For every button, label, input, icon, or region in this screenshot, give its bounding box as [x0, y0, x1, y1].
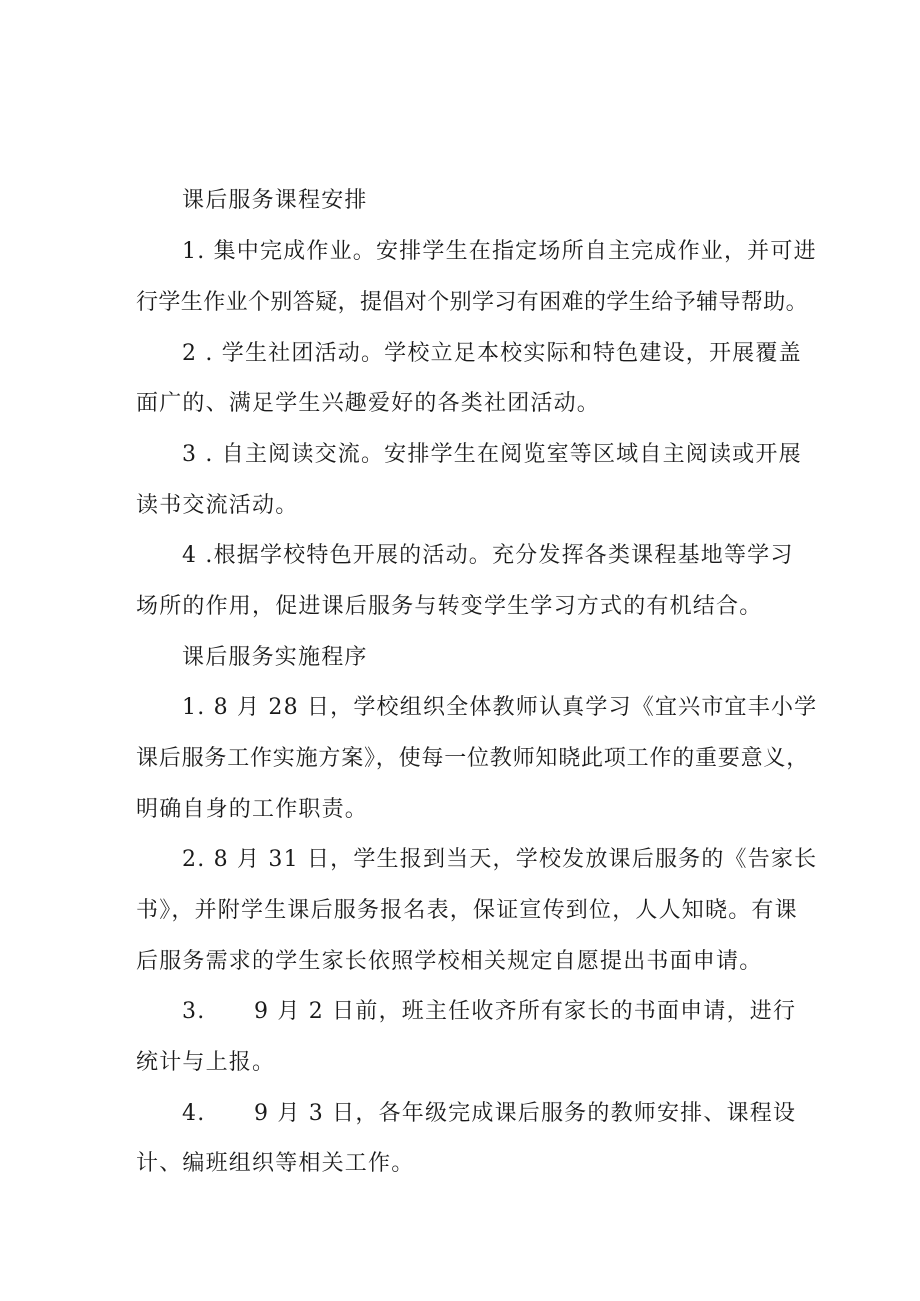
item-number: 3. — [182, 999, 206, 1024]
paragraph-line: 统计与上报。 — [136, 1050, 276, 1075]
paragraph-line: 1. 集中完成作业。安排学生在指定场所自主完成作业，并可进 — [182, 239, 817, 264]
paragraph-line: 4 .根据学校特色开展的活动。充分发挥各类课程基地等学习 — [182, 543, 794, 568]
paragraph-line — [182, 997, 796, 1027]
item-text: 9 月 2 日前，班主任收齐所有家长的书面申请，进行 — [254, 999, 797, 1024]
paragraph-line: 场所的作用，促进课后服务与转变学生学习方式的有机结合。 — [136, 594, 763, 619]
item-number: 4. — [182, 1101, 206, 1126]
paragraph-line: 读书交流活动。 — [136, 493, 299, 518]
paragraph-line: 后服务需求的学生家长依照学校相关规定自愿提出书面申请。 — [136, 949, 763, 974]
paragraph-line: 2. 8 月 31 日，学生报到当天，学校发放课后服务的《告家长 — [182, 847, 818, 872]
paragraph-line: 书》，并附学生课后服务报名表，保证宣传到位，人人知晓。有课 — [136, 898, 798, 923]
section-heading-implementation-procedure: 课后服务实施程序 — [182, 645, 368, 670]
paragraph-line: 1. 8 月 28 日，学校组织全体教师认真学习《宜兴市宜丰小学 — [182, 695, 818, 720]
item-text: 9 月 3 日，各年级完成课后服务的教师安排、课程设 — [254, 1101, 797, 1126]
paragraph-line: 明确自身的工作职责。 — [136, 797, 369, 822]
paragraph-line: 2 . 学生社团活动。学校立足本校实际和特色建设，开展覆盖 — [182, 341, 802, 366]
section-heading-course-arrangement: 课后服务课程安排 — [182, 188, 368, 213]
paragraph-line: 计、编班组织等相关工作。 — [136, 1151, 415, 1176]
paragraph-line: 3 . 自主阅读交流。安排学生在阅览室等区域自主阅读或开展 — [182, 442, 802, 467]
paragraph-line — [182, 1099, 796, 1129]
paragraph-line: 面广的、满足学生兴趣爱好的各类社团活动。 — [136, 391, 601, 416]
paragraph-line: 行学生作业个别答疑，提倡对个别学习有困难的学生给予辅导帮助。 — [136, 290, 809, 315]
paragraph-line: 课后服务工作实施方案》，使每一位教师知晓此项工作的重要意义， — [136, 746, 810, 771]
